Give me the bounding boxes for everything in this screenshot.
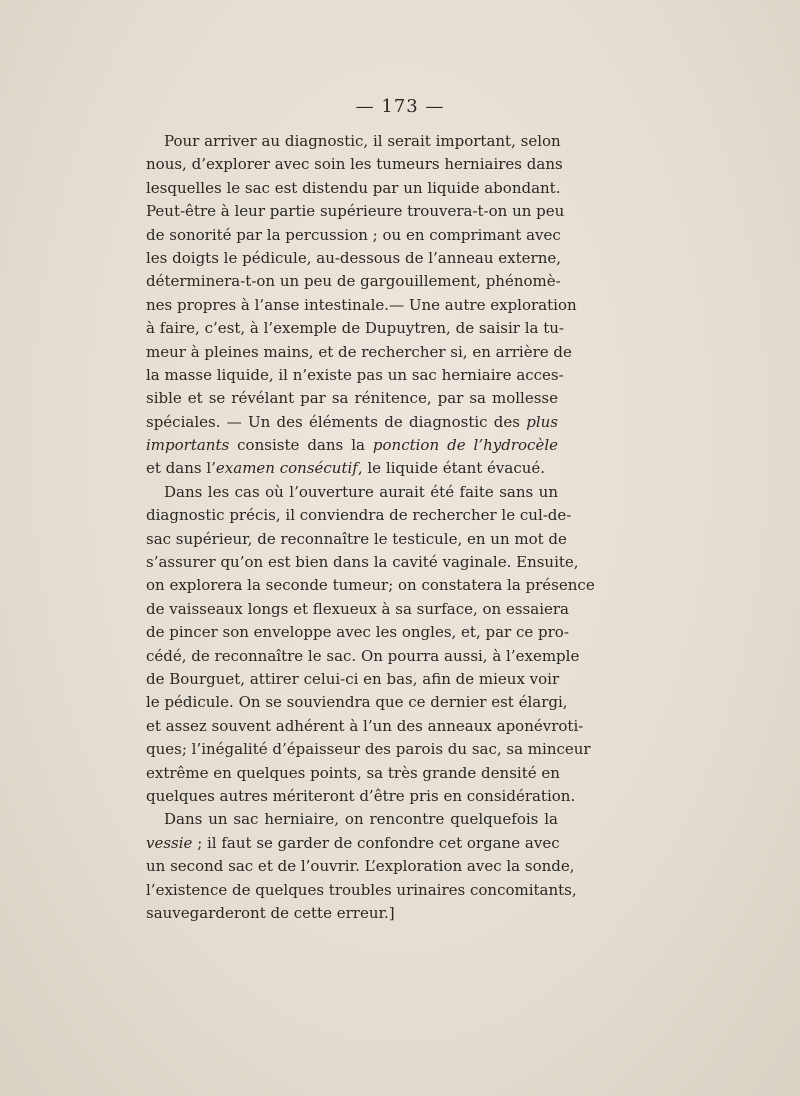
body-text — [146, 130, 595, 925]
italic-text: importants — [146, 436, 230, 455]
text-run: Pour arriver au diagnostic, il serait important, selon — [164, 132, 561, 150]
text-line — [146, 551, 579, 574]
text-run: Dans un sac herniaire, on rencontre quelquefois la — [164, 810, 558, 829]
text-line — [146, 270, 561, 293]
text-line — [146, 224, 561, 247]
text-line — [146, 294, 577, 317]
text-run: nous, d’explorer avec soin les tumeurs herniaires dans — [146, 155, 563, 174]
text-line — [146, 528, 567, 551]
text-line — [146, 879, 577, 902]
page-number: — 173 — — [355, 96, 445, 117]
text-run: on explorera la seconde tumeur; on constatera la présence — [146, 576, 595, 595]
text-run: s’assurer qu’on est bien dans la cavité vaginale. Ensuite, — [146, 553, 579, 572]
text-run: de sonorité par la percussion ; ou en comprimant avec — [146, 225, 561, 244]
text-run: sac supérieur, de reconnaître le testicule, en un mot de — [146, 529, 567, 548]
text-line — [146, 341, 572, 364]
text-run: et assez souvent adhérent à l’un des anneaux aponévroti- — [146, 716, 584, 735]
text-run: l’existence de quelques troubles urinaires concomitants, — [146, 880, 577, 899]
text-line — [146, 364, 564, 387]
text-run: nes propres à l’anse intestinale.— Une autre exploration — [146, 295, 577, 314]
text-run: à faire, c’est, à l’exemple de Dupuytren, de saisir la tu- — [146, 319, 564, 338]
italic-text: plus — [526, 412, 558, 431]
text-line — [146, 855, 575, 878]
text-line — [146, 247, 562, 270]
text-line — [146, 504, 572, 527]
text-run: Dans les cas où l’ouverture aurait été faite sans un — [164, 482, 558, 501]
text-line — [146, 411, 558, 434]
text-run: de Bourguet, attirer celui-ci en bas, afin de mieux voir — [146, 669, 560, 688]
text-line — [146, 153, 563, 176]
text-run: spéciales. — Un des éléments de diagnostic des — [146, 412, 527, 431]
text-line — [146, 785, 576, 808]
text-run: de vaisseaux longs et flexueux à sa surface, on essaiera — [146, 599, 569, 618]
text-run: cédé, de reconnaître le sac. On pourra aussi, à l’exemple — [146, 646, 580, 665]
text-run: déterminera-t-on un peu de gargouillement, phénomè- — [146, 272, 561, 291]
text-run: diagnostic précis, il conviendra de rechercher le cul-de- — [146, 506, 572, 525]
text-run: extrême en quelques points, sa très grande densité en — [146, 763, 560, 782]
text-run: ; il faut se garder de confondre cet organe avec — [192, 833, 560, 852]
text-line — [146, 434, 558, 457]
text-line — [146, 481, 558, 504]
text-run: , le liquide étant évacué. — [357, 459, 546, 478]
text-line — [146, 574, 595, 597]
text-run: le pédicule. On se souviendra que ce dernier est élargi, — [146, 693, 568, 712]
paragraph — [146, 808, 577, 925]
text-line — [146, 902, 558, 925]
text-line — [146, 832, 558, 855]
italic-text: examen consécutif — [215, 459, 358, 478]
text-run: la masse liquide, il n’existe pas un sac herniaire acces- — [146, 365, 564, 384]
text-line — [146, 645, 580, 668]
text-line — [146, 200, 565, 223]
text-line — [146, 177, 561, 200]
paragraph — [146, 130, 577, 481]
text-line — [146, 762, 558, 785]
text-line — [146, 808, 558, 831]
text-run: un second sac et de l’ouvrir. L’exploration avec la sonde, — [146, 857, 575, 876]
text-run: quelques autres mériteront d’être pris en considération. — [146, 786, 576, 805]
text-run: les doigts le pédicule, au-dessous de l’anneau externe, — [146, 248, 562, 267]
text-run: sible et se révélant par sa rénitence, par sa mollesse — [146, 389, 558, 408]
text-run: sauvegarderont de cette erreur.] — [146, 903, 395, 922]
italic-text: ponction de l’hydrocèle — [372, 436, 558, 455]
text-run: de pincer son enveloppe avec les ongles, et, par ce pro- — [146, 623, 569, 642]
text-line — [146, 457, 558, 480]
text-line — [146, 668, 558, 691]
text-line — [146, 387, 558, 410]
text-run: ques; l’inégalité d’épaisseur des parois du sac, sa minceur — [146, 740, 591, 759]
text-line — [146, 621, 569, 644]
italic-text: vessie — [146, 833, 193, 852]
text-line — [146, 691, 568, 714]
text-run: consiste dans la — [229, 436, 373, 455]
text-run: Peut-être à leur partie supérieure trouvera-t-on un peu — [146, 202, 565, 221]
text-run: meur à pleines mains, et de rechercher si, en arrière de — [146, 342, 572, 361]
text-line — [146, 738, 591, 761]
text-run: et dans l’ — [146, 459, 216, 478]
text-line — [146, 598, 569, 621]
text-run: lesquelles le sac est distendu par un liquide abondant. — [146, 178, 561, 197]
text-line — [146, 317, 564, 340]
text-line — [146, 130, 561, 153]
paragraph — [146, 481, 595, 808]
text-line — [146, 715, 584, 738]
